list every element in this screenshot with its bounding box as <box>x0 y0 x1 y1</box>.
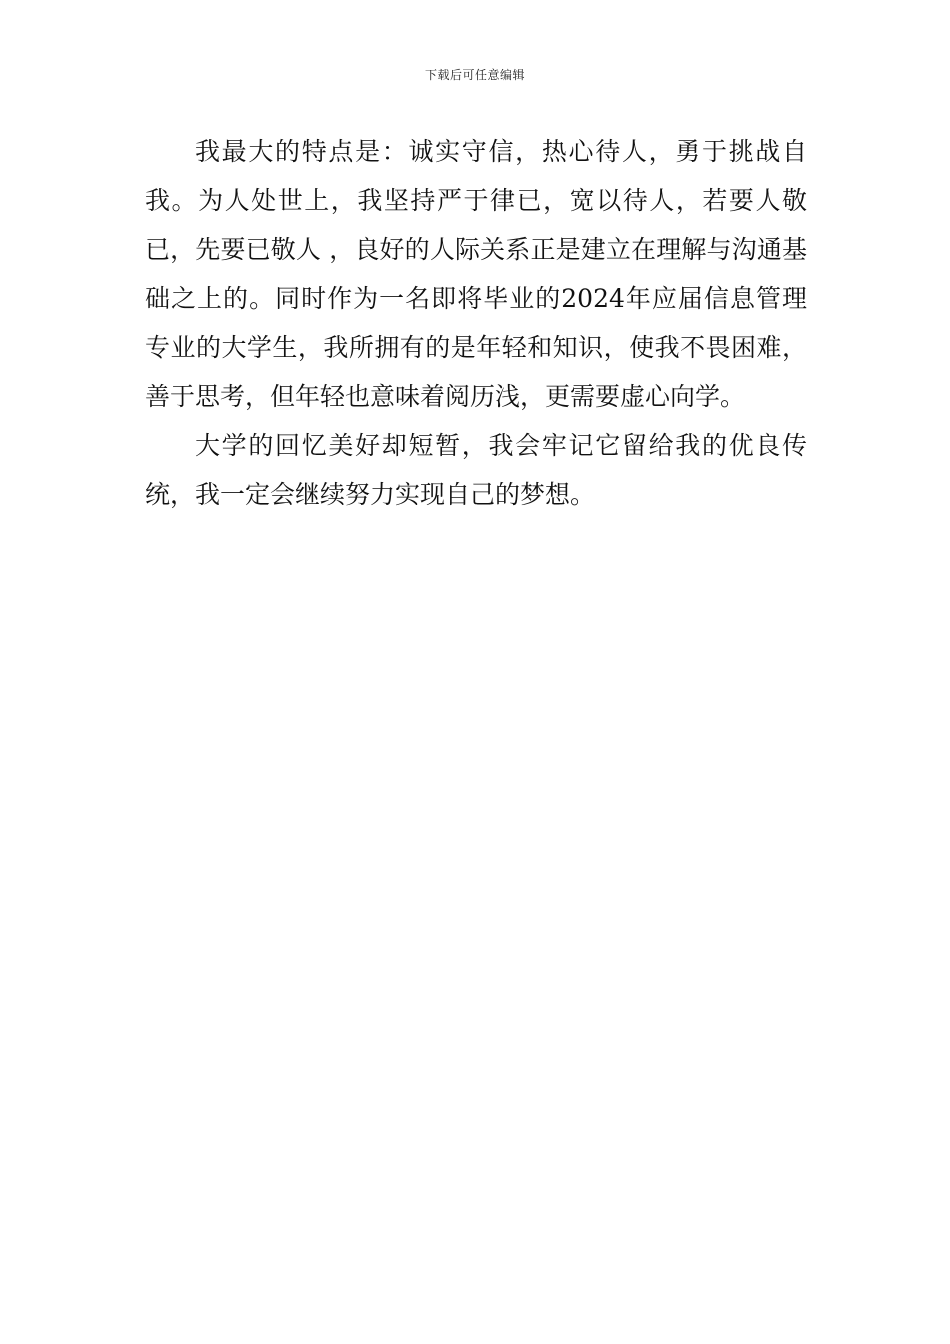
body-text <box>145 127 807 519</box>
paragraph-2: 大学的回忆美好却短暂，我会牢记它留给我的优良传统，我一定会继续努力实现自己的梦想。 <box>145 431 807 509</box>
paragraph-1: 我最大的特点是：诚实守信，热心待人，勇于挑战自我。为人处世上，我坚持严于律已，宽以待人，若要人敬已，先要已敬人 ，良好的人际关系正是建立在理解与沟通基础之上的。同时作为一名即将毕业的2024年应届信息管理专业的大学生，我所拥有的是年轻和知识，使我不畏困难，善于思考，但年轻也意味着阅历浅，更需要虚心向学。 <box>145 137 807 411</box>
header-note: 下载后可任意编辑 <box>424 68 525 82</box>
